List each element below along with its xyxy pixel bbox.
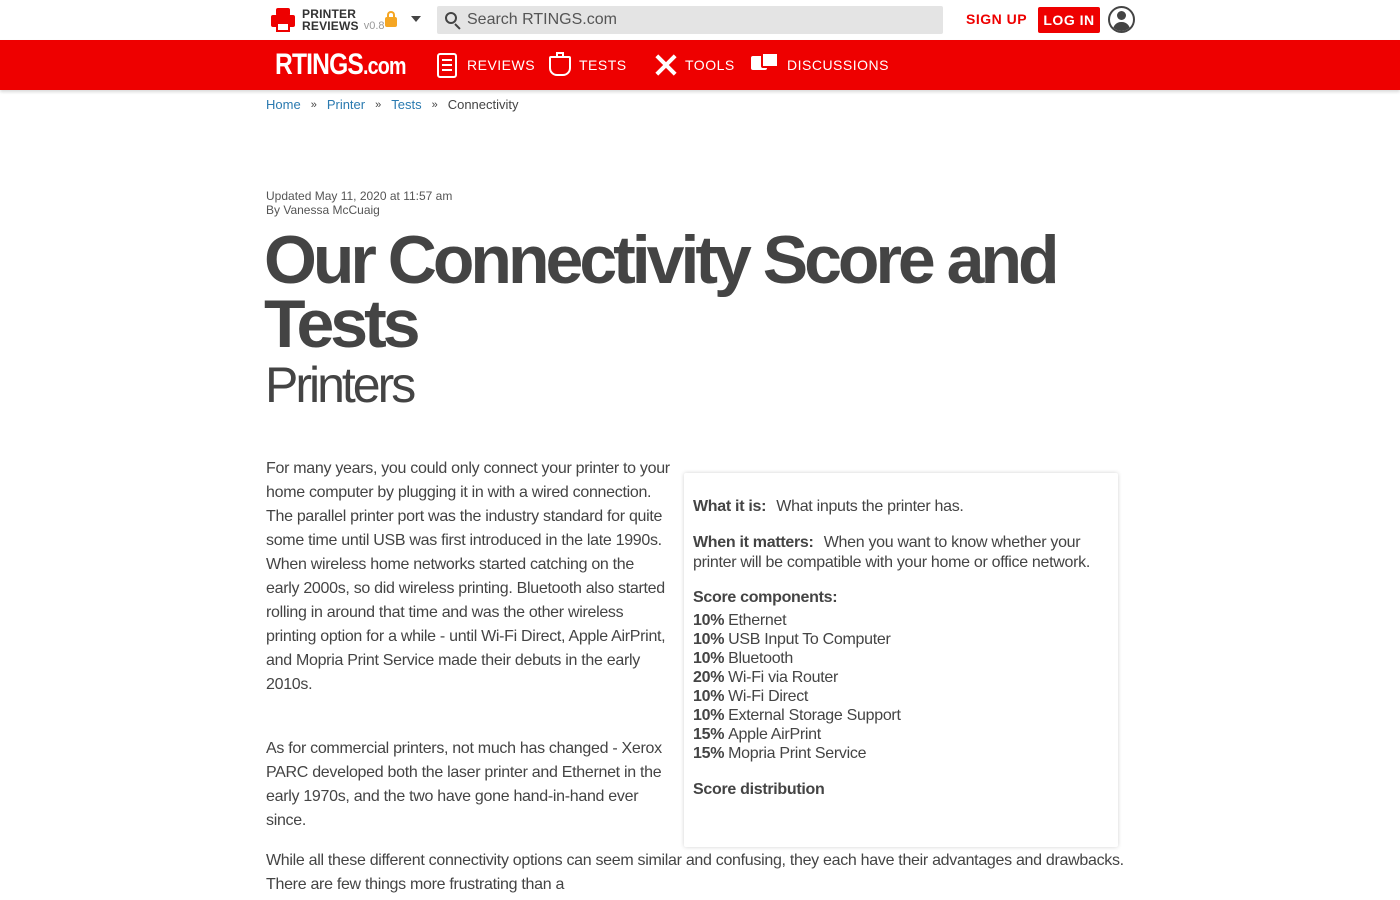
component-name: Bluetooth — [728, 650, 794, 667]
nav-tests[interactable] — [547, 50, 627, 80]
nav-discussions-label: DISCUSSIONS — [787, 57, 889, 73]
sign-up-button[interactable]: SIGN UP — [966, 11, 1028, 27]
component-name: USB Input To Computer — [728, 631, 891, 648]
component-name: Wi-Fi Direct — [728, 688, 809, 705]
component-name: Apple AirPrint — [728, 726, 821, 743]
component-weight: 20% — [693, 669, 725, 686]
component-name: External Storage Support — [728, 707, 901, 724]
article-paragraph-1: For many years, you could only connect your printer to your home computer by plugging it in with a wired connection. The parallel printer port was the industry standard for quite some time until USB was first introduced in the late 1990s. When wireless home networks started catching on the early 2000s, so did wireless printing. Bluetooth also started rolling in around that time and was the other wireless printing option for a while - until Wi-Fi Direct, Apple AirPrint, and Mopria Print Service made their debuts in the early 2010s. — [266, 460, 670, 693]
what-it-is — [693, 497, 1109, 517]
nav-reviews[interactable] — [435, 50, 535, 80]
search-input[interactable] — [467, 6, 937, 34]
list-item[interactable] — [693, 706, 1109, 725]
component-weight: 10% — [693, 631, 725, 648]
list-item[interactable] — [693, 630, 1109, 649]
article-meta — [266, 189, 452, 217]
list-item[interactable] — [693, 744, 1109, 763]
score-components-list — [693, 611, 1109, 763]
lock-icon[interactable] — [384, 11, 398, 27]
updated-date: Updated May 11, 2020 at 11:57 am — [266, 189, 453, 203]
list-item[interactable] — [693, 725, 1109, 744]
list-item[interactable] — [693, 611, 1109, 630]
when-it-matters-key: When it matters: — [693, 534, 814, 551]
search-bar — [437, 6, 943, 34]
flask-icon — [547, 52, 571, 78]
page-subtitle: Printers — [265, 357, 414, 413]
what-it-is-key: What it is: — [693, 498, 767, 515]
main-nav — [0, 40, 1400, 90]
nav-tools[interactable] — [653, 50, 735, 80]
top-bar — [0, 0, 1400, 40]
section-logo[interactable] — [270, 7, 385, 33]
user-avatar-icon[interactable] — [1108, 6, 1135, 33]
article-paragraph-3: While all these different connectivity options can seem similar and confusing, they each have their advantages and drawbacks. There are few things more frustrating than a — [266, 852, 1124, 893]
tools-icon — [653, 52, 677, 78]
nav-tools-label: TOOLS — [685, 57, 735, 73]
component-weight: 15% — [693, 726, 725, 743]
list-item[interactable] — [693, 668, 1109, 687]
log-in-button[interactable]: LOG IN — [1038, 7, 1100, 33]
section-name-line1: PRINTER — [302, 7, 357, 21]
component-weight: 10% — [693, 688, 725, 705]
chat-bubbles-icon — [751, 52, 779, 78]
nav-tests-label: TESTS — [579, 57, 627, 73]
section-name — [302, 8, 359, 32]
what-it-is-value: What inputs the printer has. — [776, 498, 964, 515]
printer-icon — [270, 7, 296, 33]
score-distribution-title: Score distribution — [693, 781, 825, 798]
component-name: Wi-Fi via Router — [728, 669, 839, 686]
page-title: Our Connectivity Score and Tests — [264, 222, 1056, 362]
component-weight: 10% — [693, 612, 725, 629]
breadcrumb-tests[interactable]: Tests — [391, 97, 422, 112]
brand-suffix: .com — [363, 53, 406, 80]
clipboard-icon — [435, 52, 459, 78]
list-item[interactable] — [693, 687, 1109, 706]
double-chevron-right-icon: » — [431, 98, 438, 111]
test-info-box — [684, 473, 1118, 847]
nav-discussions[interactable] — [751, 50, 889, 80]
chevron-down-icon[interactable] — [411, 16, 421, 22]
double-chevron-right-icon: » — [310, 98, 317, 111]
when-it-matters — [693, 533, 1109, 573]
component-weight: 10% — [693, 707, 725, 724]
breadcrumb — [266, 97, 519, 112]
nav-reviews-label: REVIEWS — [467, 57, 536, 73]
breadcrumb-home[interactable]: Home — [266, 97, 301, 112]
section-name-line2: REVIEWS — [302, 19, 359, 33]
breadcrumb-current: Connectivity — [447, 97, 519, 112]
article-paragraph-2: As for commercial printers, not much has changed - Xerox PARC developed both the laser printer and Ethernet in the early 1970s, and the two have gone hand-in-hand ever since. — [266, 740, 662, 829]
brand-name: RTINGS — [275, 48, 364, 81]
search-icon[interactable] — [445, 12, 461, 28]
component-weight: 15% — [693, 745, 725, 762]
when-it-matters-value: When you want to know whether your printer will be compatible with your home or office network. — [693, 534, 1091, 571]
component-weight: 10% — [693, 650, 725, 667]
list-item[interactable] — [693, 649, 1109, 668]
double-chevron-right-icon: » — [375, 98, 382, 111]
component-name: Mopria Print Service — [728, 745, 867, 762]
score-components-title: Score components: — [693, 589, 838, 606]
brand-logo[interactable] — [275, 48, 406, 82]
component-name: Ethernet — [728, 612, 787, 629]
author-byline[interactable]: By Vanessa McCuaig — [266, 203, 380, 217]
breadcrumb-printer[interactable]: Printer — [326, 97, 366, 112]
version-label: v0.8 — [363, 20, 385, 32]
